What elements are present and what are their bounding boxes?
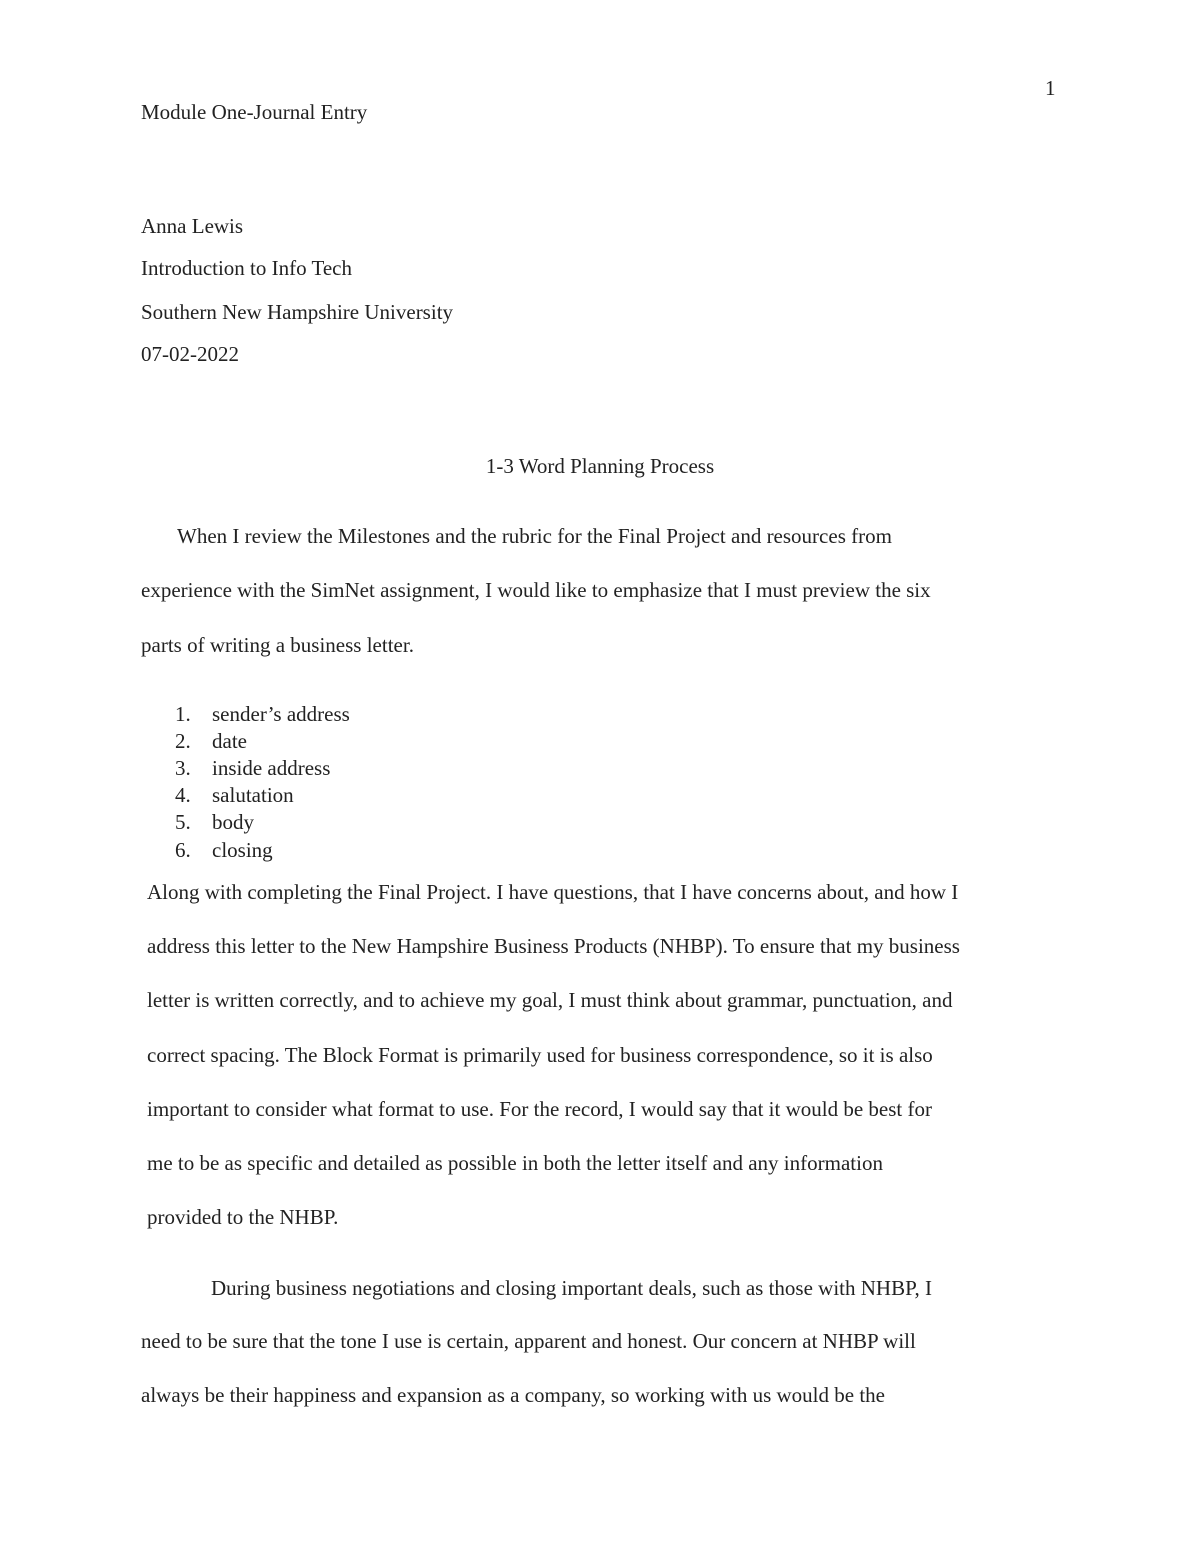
paragraph-line: me to be as specific and detailed as possible in both the letter itself and any information [147, 1151, 883, 1175]
paragraph-line: always be their happiness and expansion as a company, so working with us would be the [141, 1383, 885, 1407]
list-text: salutation [212, 783, 294, 807]
paragraph-line: letter is written correctly, and to achieve my goal, I must think about grammar, punctuation, and [147, 988, 953, 1012]
list-number: 3. [175, 756, 191, 780]
list-number: 1. [175, 702, 191, 726]
list-text: sender’s address [212, 702, 350, 726]
paragraph-line: provided to the NHBP. [147, 1205, 339, 1229]
list-number: 4. [175, 783, 191, 807]
list-text: body [212, 810, 254, 834]
list-number: 2. [175, 729, 191, 753]
course-name: Introduction to Info Tech [141, 256, 353, 280]
list-number: 6. [175, 838, 191, 862]
list-text: date [212, 729, 247, 753]
paragraph-line: parts of writing a business letter. [141, 633, 414, 657]
page-number: 1 [1045, 76, 1056, 100]
institution-name: Southern New Hampshire University [141, 300, 454, 324]
paragraph-line: When I review the Milestones and the rubric for the Final Project and resources from [177, 524, 892, 548]
document-title: 1-3 Word Planning Process [485, 454, 715, 478]
author-name: Anna Lewis [141, 214, 244, 238]
paragraph-line: address this letter to the New Hampshire Business Products (NHBP). To ensure that my business [147, 934, 960, 958]
list-text: inside address [212, 756, 331, 780]
document-date: 07-02-2022 [141, 342, 239, 366]
paragraph-line: correct spacing. The Block Format is primarily used for business correspondence, so it is also [147, 1043, 933, 1067]
paragraph-line: experience with the SimNet assignment, I would like to emphasize that I must preview the six [141, 578, 931, 602]
paragraph-line: important to consider what format to use. For the record, I would say that it would be best for [147, 1097, 932, 1121]
running-head: Module One-Journal Entry [141, 100, 368, 124]
paragraph-line: Along with completing the Final Project. I have questions, that I have concerns about, and how I [147, 880, 959, 904]
list-text: closing [212, 838, 273, 862]
list-number: 5. [175, 810, 191, 834]
paragraph-line: During business negotiations and closing important deals, such as those with NHBP, I [211, 1276, 932, 1300]
paragraph-line: need to be sure that the tone I use is certain, apparent and honest. Our concern at NHBP will [141, 1329, 916, 1353]
